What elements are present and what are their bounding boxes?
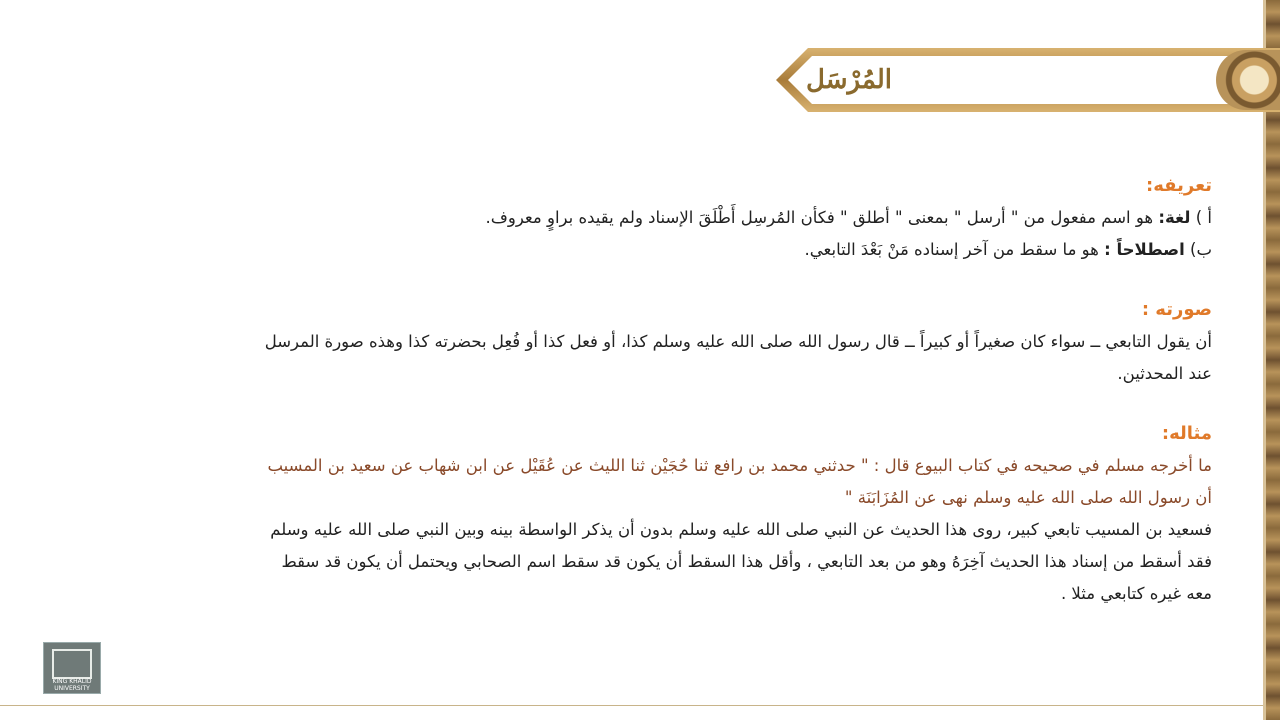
definition-line-lexical <box>108 202 1212 234</box>
item-marker: ب) <box>1190 240 1212 259</box>
definition-text: هو ما سقط من آخر إسناده مَنْ بَعْدَ التابعي. <box>804 240 1099 259</box>
example-explanation-line: معه غيره كتابعي مثلا . <box>1060 584 1212 603</box>
page-title: المُرْسَل <box>806 65 892 95</box>
example-explanation-line: فسعيد بن المسيب تابعي كبير، روى هذا الحديث عن النبي صلى الله عليه وسلم بدون أن يذكر الواسطة بينه وبين النبي صلى الله عليه وسلم <box>270 520 1212 539</box>
logo-caption: KING KHALID UNIVERSITY <box>52 678 92 692</box>
main-content <box>108 170 1212 610</box>
example-quote-line: ما أخرجه مسلم في صحيحه في كتاب البيوع قال : " حدثني محمد بن رافع ثنا حُجَيْن ثنا الليث عن عُقَيْل عن ابن شهاب عن سعيد بن المسيب <box>267 456 1212 475</box>
example-quote-line: أن رسول الله صلى الله عليه وسلم نهى عن المُزَابَنَة " <box>844 488 1212 507</box>
ornament-icon <box>1216 50 1280 110</box>
form-line: أن يقول التابعي ــ سواء كان صغيراً أو كبيراً ــ قال رسول الله صلى الله عليه وسلم كذا، أو فعل كذا أو فُعِل بحضرته كذا وهذه صورة المرسل <box>264 332 1212 351</box>
definition-line-technical <box>108 234 1212 266</box>
item-marker: أ ) <box>1195 208 1212 227</box>
term-label: اصطلاحاً : <box>1104 240 1185 259</box>
form-line: عند المحدثين. <box>1117 364 1212 383</box>
definition-text: هو اسم مفعول من " أرسل " بمعنى " أطلق " فكأن المُرسِل أَطْلَقَ الإسناد ولم يقيده براوٍ معروف. <box>485 208 1154 227</box>
term-label: لغة: <box>1158 208 1191 227</box>
definition-heading: تعريفه: <box>1146 175 1212 196</box>
bottom-divider <box>0 705 1263 706</box>
university-logo <box>43 642 101 694</box>
logo-emblem-icon <box>52 649 92 679</box>
example-heading: مثاله: <box>1161 423 1212 444</box>
title-banner <box>766 48 1280 112</box>
example-explanation-line: فقد أسقط من إسناد هذا الحديث آخِرَهُ وهو من بعد التابعي ، وأقل هذا السقط أن يكون قد سقط اسم الصحابي ويحتمل أن يكون قد سقط <box>281 552 1212 571</box>
form-heading: صورته : <box>1141 299 1212 320</box>
